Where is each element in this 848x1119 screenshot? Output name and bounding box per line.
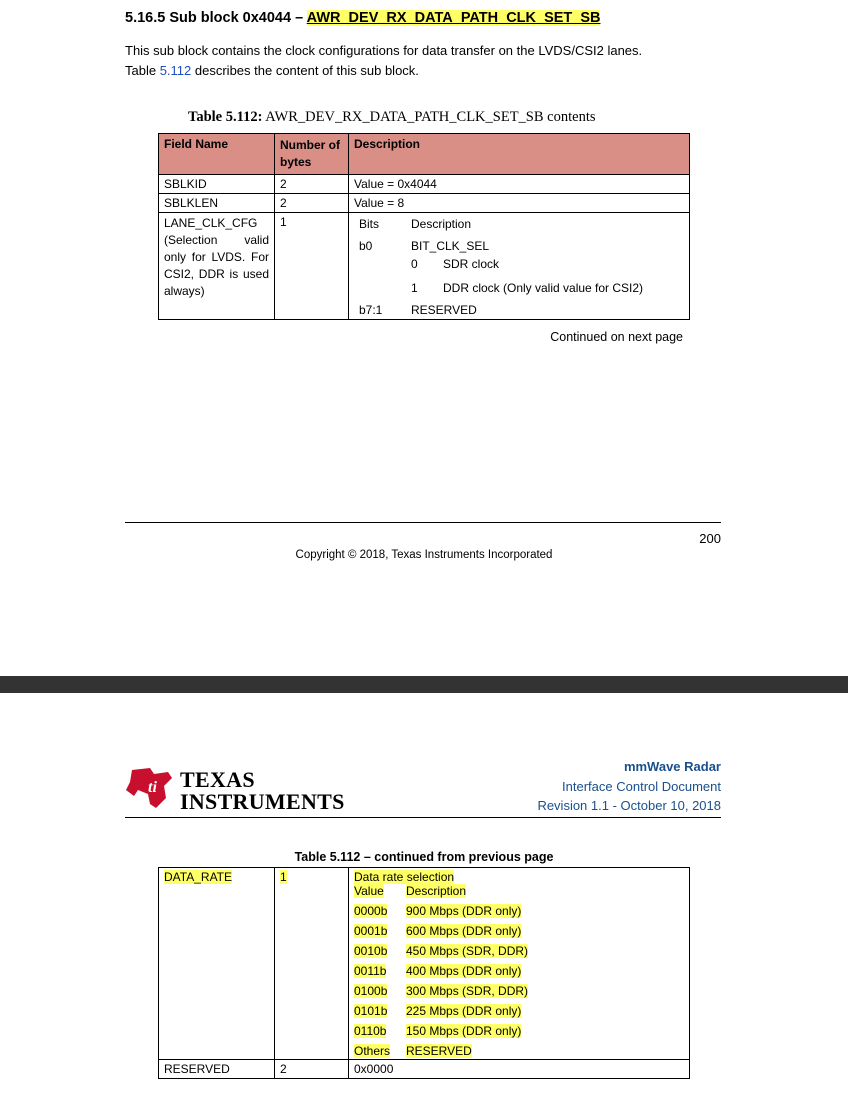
bit-field-table	[354, 215, 684, 319]
list-item	[354, 924, 684, 944]
table-caption	[188, 109, 596, 126]
data-rate-title: Data rate selection	[354, 870, 455, 884]
option-value: 0110b	[354, 1024, 387, 1038]
table-caption-label: Table 5.112:	[188, 109, 263, 125]
cell-field: SBLKID	[159, 175, 275, 194]
field-note: (Selection valid only for LVDS. For CSI2, DDR is used always)	[164, 233, 269, 298]
continued-next-page: Continued on next page	[550, 330, 683, 344]
option-value: 0010b	[354, 944, 388, 958]
cell-bytes: 2	[275, 175, 349, 194]
list-item	[354, 984, 684, 1004]
option-value: 0101b	[354, 1004, 388, 1018]
cell-bytes: 1	[275, 213, 349, 320]
list-item	[354, 1004, 684, 1024]
list-item	[354, 1044, 684, 1059]
header-revision: Revision 1.1 - October 10, 2018	[537, 798, 721, 813]
option-desc: 150 Mbps (DDR only)	[406, 1024, 522, 1038]
continued-caption: Table 5.112 – continued from previous page	[294, 850, 554, 864]
option-value: 0100b	[354, 984, 388, 998]
footer-rule	[125, 522, 721, 523]
cell-bytes	[275, 868, 349, 1060]
cell-bytes: 2	[275, 194, 349, 213]
section-prefix: Sub block 0x4044 –	[169, 10, 304, 26]
ti-logo-icon	[124, 764, 176, 817]
option-value: 0000b	[354, 904, 388, 918]
cell-description	[349, 868, 690, 1060]
header-title: mmWave Radar	[623, 759, 721, 774]
option-desc: 450 Mbps (SDR, DDR)	[406, 944, 529, 958]
table-caption-text: AWR_DEV_RX_DATA_PATH_CLK_SET_SB contents	[265, 109, 596, 125]
section-number: 5.16.5	[125, 10, 166, 26]
cell-description: 0x0000	[349, 1060, 690, 1079]
header-description: Description	[349, 134, 690, 175]
cell-description: Value = 8	[349, 194, 690, 213]
page-divider	[0, 676, 848, 693]
section-name: AWR_DEV_RX_DATA_PATH_CLK_SET_SB	[306, 10, 601, 26]
option-desc: DDR clock (Only valid value for CSI2)	[443, 281, 644, 295]
ti-logo-wordmark	[180, 769, 345, 813]
section-heading	[125, 10, 600, 26]
bit-b0: b0	[359, 239, 373, 253]
data-rate-field: DATA_RATE	[164, 870, 233, 884]
intro-prefix: Table	[125, 63, 160, 78]
option-desc: SDR clock	[443, 257, 500, 271]
option-desc: 600 Mbps (DDR only)	[406, 924, 522, 938]
table-row	[159, 194, 690, 213]
option-value: 1	[411, 281, 418, 295]
cell-field: RESERVED	[159, 1060, 275, 1079]
list-item	[354, 964, 684, 984]
option-desc: 900 Mbps (DDR only)	[406, 904, 522, 918]
cell-field	[159, 213, 275, 320]
table-ref-link[interactable]: 5.112	[159, 63, 192, 78]
list-item	[354, 944, 684, 964]
option-value: 0001b	[354, 924, 388, 938]
logo-line-2: INSTRUMENTS	[180, 789, 345, 814]
value-header: Value	[354, 884, 384, 898]
option-desc: 300 Mbps (SDR, DDR)	[406, 984, 529, 998]
table-row	[159, 1060, 690, 1079]
cell-field	[159, 868, 275, 1060]
option-desc: 400 Mbps (DDR only)	[406, 964, 522, 978]
intro-suffix: describes the content of this sub block.	[191, 63, 419, 78]
data-rate-options	[354, 884, 684, 1059]
page-number: 200	[699, 531, 721, 546]
header-rule	[125, 817, 721, 818]
intro-line-1: This sub block contains the clock configurations for data transfer on the LVDS/CSI2 lanes.	[125, 43, 643, 58]
cell-field: SBLKLEN	[159, 194, 275, 213]
bits-desc-header: Description	[411, 217, 472, 231]
cell-description: Value = 0x4044	[349, 175, 690, 194]
list-item	[354, 1024, 684, 1044]
data-rate-bytes: 1	[280, 870, 287, 884]
cell-bytes: 2	[275, 1060, 349, 1079]
field-name: LANE_CLK_CFG	[164, 216, 258, 230]
header-field-name: Field Name	[159, 134, 275, 175]
copyright: Copyright © 2018, Texas Instruments Incorporated	[295, 549, 553, 561]
sub-block-table	[158, 133, 690, 320]
list-item	[354, 904, 684, 924]
bits-header: Bits	[359, 217, 380, 231]
header-number-of-bytes: Number of bytes	[275, 134, 349, 175]
svg-text:ti: ti	[148, 779, 157, 796]
desc-header: Description	[406, 884, 467, 898]
intro-line-2	[125, 63, 419, 78]
option-value: 0	[411, 257, 418, 271]
table-row	[159, 213, 690, 320]
option-value: 0011b	[354, 964, 387, 978]
table-header-row	[159, 134, 690, 175]
bit-b0-name: BIT_CLK_SEL	[411, 239, 490, 253]
table-row	[159, 175, 690, 194]
bit-b7-1: b7:1	[359, 303, 383, 317]
header-document: Interface Control Document	[562, 779, 721, 794]
bit-b7-1-desc: RESERVED	[411, 303, 477, 317]
logo-line-1: TEXAS	[180, 767, 255, 792]
option-desc: 225 Mbps (DDR only)	[406, 1004, 522, 1018]
option-desc: RESERVED	[406, 1044, 472, 1058]
cell-description	[349, 213, 690, 320]
continued-table	[158, 867, 690, 1079]
option-value: Others	[354, 1044, 391, 1058]
table-row	[159, 868, 690, 1060]
